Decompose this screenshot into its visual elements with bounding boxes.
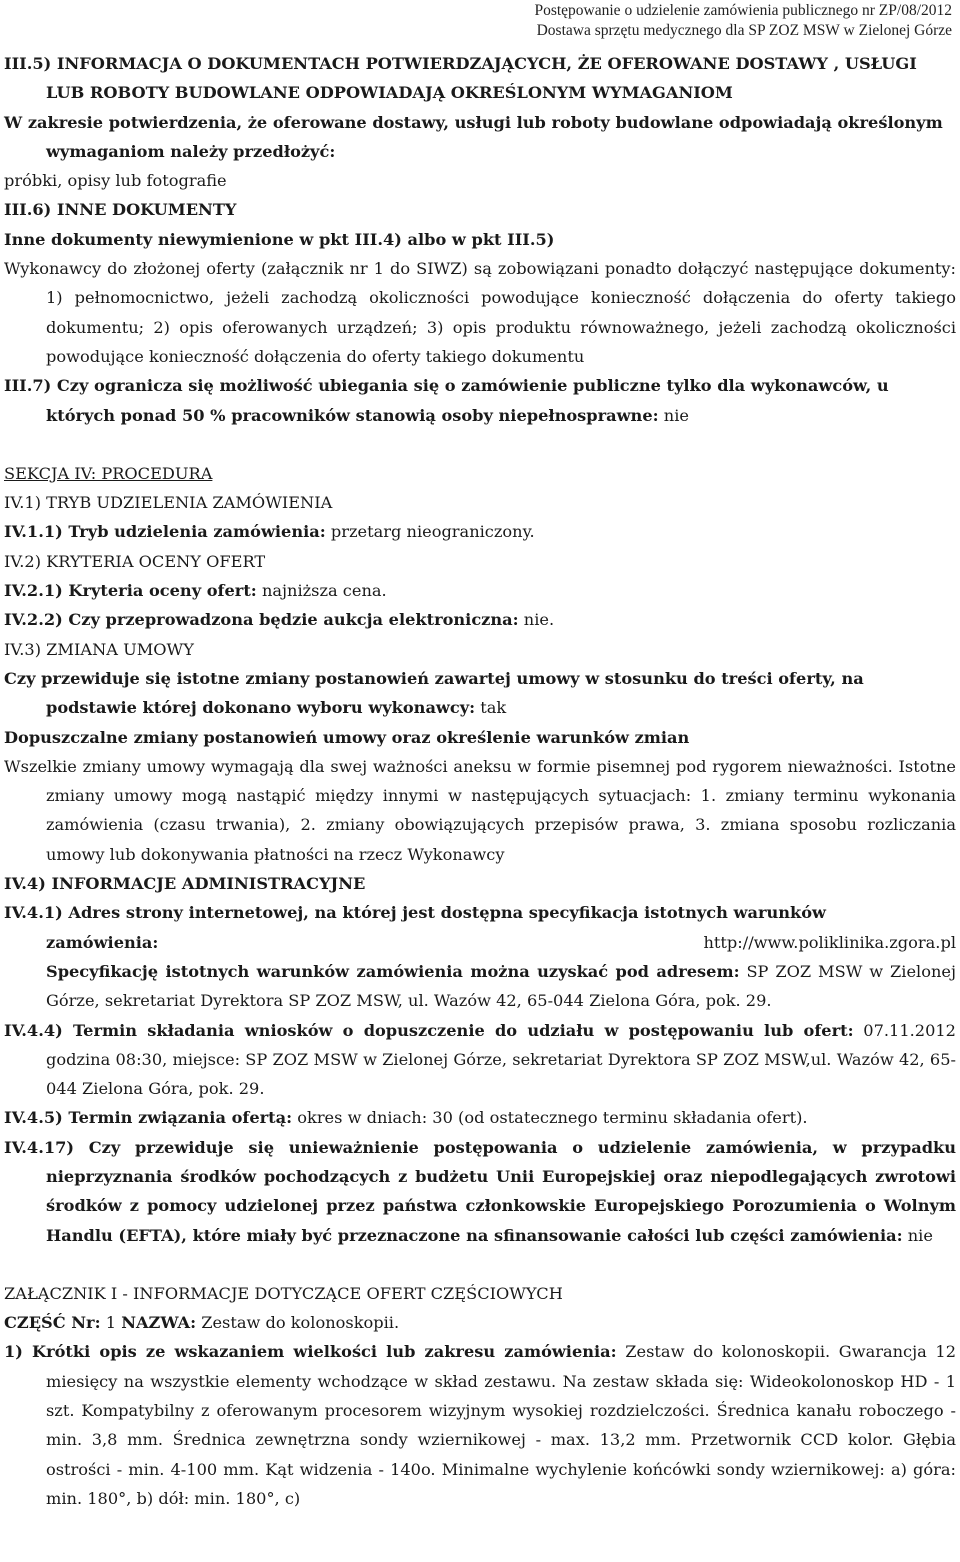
section-iv44: [4, 1016, 956, 1104]
annex-description-label: 1) Krótki opis ze wskazaniem wielkości lub zakresu zamówienia:: [4, 1342, 617, 1362]
annex-part: [4, 1308, 956, 1337]
section-iii7: [4, 371, 956, 430]
section-iv41-spec-label: Specyfikację istotnych warunków zamówienia można uzyskać pod adresem:: [46, 961, 740, 981]
section-iii6-text: Wykonawcy do złożonej oferty (załącznik nr 1 do SIWZ) są zobowiązani ponadto dołączyć następujące dokumenty: 1) pełnomocnictwo, jeżeli zachodzą okoliczności powodujące konieczność dołączenia do oferty takiego dokumentu; 2) opis oferowanych urządzeń; 3) opis produktu równoważnego, jeżeli zachodzą okoliczności powodujące konieczność dołączenia do oferty takiego dokumentu: [4, 259, 956, 366]
header-subject: Dostawa sprzętu medycznego dla SP ZOZ MSW w Zielonej Górze: [536, 22, 952, 39]
section-iii6-subtitle: Inne dokumenty niewymienione w pkt III.4) albo w pkt III.5): [4, 229, 555, 249]
annex-description-value: Zestaw do kolonoskopii. Gwarancja 12 miesięcy na wszystkie elementy wchodzące w skład zestawu. Na zestaw składa się: Wideokolonoskop HD - 1 szt. Kompatybilny z oferowanym procesorem wizyjnym wysokiej rozdzielczości. Średnica kanału roboczego - min. 3,8 mm. Średnica zewnętrzna sondy wziernikowej - max. 13,2 mm. Przetwornik CCD kolor. Głębia ostrości - min. 4-100 mm. Kąt widzenia - 140o. Minimalne wychylenie końcówki sondy wziernikowej: a) góra: min. 180°, b) dół: min. 180°, c): [46, 1342, 957, 1508]
section-iv417-value: nie: [907, 1225, 933, 1245]
section-iv45-value: okres w dniach: 30 (od ostatecznego terminu składania ofert).: [297, 1108, 808, 1128]
annex-description: [4, 1337, 956, 1513]
section-iv44-label: IV.4.4) Termin składania wniosków o dopuszczenie do udziału w postępowaniu lub ofert:: [4, 1020, 854, 1040]
section-iv41-url-line: [46, 928, 956, 957]
section-iv2-title: IV.2) KRYTERIA OCENY OFERT: [4, 551, 266, 571]
section-iv45: [4, 1103, 956, 1132]
section-iv1-title: IV.1) TRYB UDZIELENIA ZAMÓWIENIA: [4, 493, 333, 513]
section-iv21-value: najniższa cena.: [261, 581, 387, 601]
section-iv21: [4, 576, 956, 605]
section-iv417: [4, 1133, 956, 1250]
document-body: [4, 49, 956, 1513]
annex-part-number: 1: [105, 1313, 117, 1333]
section-iv417-label: IV.4.17) Czy przewiduje się unieważnienie postępowania o udzielenie zamówienia, w przypadku nieprzyznania środków pochodzących z budżetu Unii Europejskiej oraz niepodlegających zwrotowi środków z pomocy udzielonej przez państwa członkowskie Europejskiego Porozumienia o Wolnym Handlu (EFTA), które miały być przeznaczone na sfinansowanie całości lub części zamówienia:: [4, 1137, 956, 1245]
section-iv4-title: IV.4) INFORMACJE ADMINISTRACYJNE: [4, 874, 366, 894]
spacer: [4, 1250, 956, 1279]
section-iv3-question: [4, 664, 956, 723]
section-iv41-label-b: zamówienia:: [46, 932, 159, 952]
section-iv41-label-a: IV.4.1) Adres strony internetowej, na której jest dostępna specyfikacja istotnych warunków: [4, 903, 826, 923]
section-iv22-value: nie.: [523, 610, 555, 630]
section-iii5-title: III.5) INFORMACJA O DOKUMENTACH POTWIERDZAJĄCYCH, ŻE OFEROWANE DOSTAWY , USŁUGI LUB ROBOTY BUDOWLANE ODPOWIADAJĄ OKREŚLONYM WYMAGANIOM: [4, 54, 917, 103]
section-iv22: [4, 605, 956, 634]
spacer: [4, 430, 956, 459]
section-iv41-url[interactable]: http://www.poliklinika.zgora.pl: [703, 932, 956, 952]
annex-name-value: Zestaw do kolonoskopii.: [201, 1313, 400, 1333]
section-iii5-lead: W zakresie potwierdzenia, że oferowane dostawy, usługi lub roboty budowlane odpowiadają określonym wymaganiom należy przedłożyć:: [4, 112, 943, 161]
section-iv41-spec-value: SP ZOZ MSW w Zielonej Górze, sekretariat Dyrektora SP ZOZ MSW, ul. Wazów 42, 65-044 Zielona Góra, pok. 29.: [46, 961, 956, 1011]
section-iv11-label: IV.1.1) Tryb udzielenia zamówienia:: [4, 522, 326, 542]
page-header: [4, 0, 956, 41]
section-iii6-title: III.6) INNE DOKUMENTY: [4, 200, 237, 220]
annex-title: ZAŁĄCZNIK I - INFORMACJE DOTYCZĄCE OFERT CZĘŚCIOWYCH: [4, 1283, 563, 1303]
section-iv3-question-text: Czy przewiduje się istotne zmiany postanowień zawartej umowy w stosunku do treści oferty, na podstawie której dokonano wyboru wykonawcy:: [4, 668, 864, 718]
section-iv3-title: IV.3) ZMIANA UMOWY: [4, 639, 194, 659]
section-iv41: [4, 898, 956, 1015]
section-iv11-value: przetarg nieograniczony.: [330, 522, 535, 542]
section-iv3-answer: tak: [480, 698, 507, 718]
section-iv41-spec: [46, 957, 956, 1016]
section-iv21-label: IV.2.1) Kryteria oceny ofert:: [4, 581, 257, 601]
section-iii7-answer: nie: [663, 405, 689, 425]
section-iv3-subtitle: Dopuszczalne zmiany postanowień umowy oraz określenie warunków zmian: [4, 727, 690, 747]
annex-part-label: CZĘŚĆ Nr:: [4, 1313, 101, 1333]
section-iv11: [4, 517, 956, 546]
section-iii5-value: próbki, opisy lub fotografie: [4, 171, 227, 191]
section-iii7-question: III.7) Czy ogranicza się możliwość ubiegania się o zamówienie publiczne tylko dla wykonawców, u których ponad 50 % pracowników stanowią osoby niepełnosprawne:: [4, 376, 889, 425]
section-iv45-label: IV.4.5) Termin związania ofertą:: [4, 1108, 293, 1128]
section-iv-title: SEKCJA IV: PROCEDURA: [4, 463, 213, 483]
header-procedure-number: Postępowanie o udzielenie zamówienia publicznego nr ZP/08/2012: [534, 2, 952, 19]
section-iv22-label: IV.2.2) Czy przeprowadzona będzie aukcja elektroniczna:: [4, 610, 519, 630]
annex-name-label: NAZWA:: [121, 1313, 197, 1333]
section-iv44-value: 07.11.2012 godzina 08:30, miejsce: SP ZOZ MSW w Zielonej Górze, sekretariat Dyrektora SP ZOZ MSW,ul. Wazów 42, 65-044 Zielona Góra, pok. 29.: [46, 1020, 956, 1099]
section-iv3-text: Wszelkie zmiany umowy wymagają dla swej ważności aneksu w formie pisemnej pod rygorem nieważności. Istotne zmiany umowy mogą nastąpić między innymi w następujących sytuacjach: 1. zmiany terminu wykonania zamówienia (czasu trwania), 2. zmiany obowiązujących przepisów prawa, 3. zmiana sposobu rozliczania umowy lub dokonywania płatności na rzecz Wykonawcy: [4, 756, 956, 864]
